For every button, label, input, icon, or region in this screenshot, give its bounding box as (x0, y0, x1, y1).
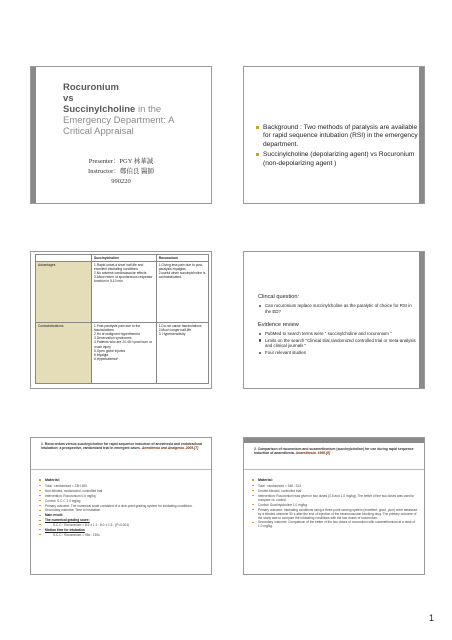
round-bullet-icon (259, 339, 261, 341)
list-item: Succinylcholine (depolarizing agent) vs Rocuronium (non-depolarizing agent ) (256, 151, 418, 168)
dash-bullet-icon (39, 524, 41, 525)
title-in-the: in the (135, 104, 162, 115)
page-number: 1 (429, 613, 435, 623)
list-item: The numerical grading score: (45, 518, 90, 523)
study-citation: 2. Comparison of rocuronium and suxamethonium (succinylcholine) for use during rapid sequence induction of anaesthesia. Anaesthesia. 1998.[8] (254, 447, 414, 456)
study-details-list (39, 484, 207, 538)
column-header: Rocuronium (156, 255, 208, 262)
table-header-row (36, 255, 209, 262)
list-item: Total : randomized = 23H 180 (45, 484, 87, 488)
list-item: Main result: (45, 513, 63, 518)
presentation-title (63, 82, 208, 137)
title-rocuronium: Rocuronium (63, 82, 119, 93)
table-cell: 1.Do not cause fasciculations 2.Much longer half-life 3. Hypersensitivity (156, 323, 208, 384)
comparison-table (35, 254, 209, 384)
divider (31, 469, 211, 470)
row-header: Advantages (36, 262, 92, 323)
slide-study-1 (30, 437, 212, 575)
background-list (256, 124, 418, 170)
list-item: S.C.C : Rocuronium = 95s : 130s (53, 532, 100, 537)
list-item: Intervention: Rocuronium 0.6 mg/kg (45, 493, 96, 498)
clinical-question-list (258, 303, 418, 315)
table-row (36, 262, 209, 323)
list-item: Total : randomized = 346 : 314 (258, 484, 301, 488)
list-item: Limits on the search "Clinical trial,randomized controlled trial or meta-analysis and clinical journals " (258, 338, 418, 349)
slide-title (30, 66, 212, 204)
slide-accent-bar (419, 67, 424, 203)
study-details-list (252, 484, 420, 529)
dash-bullet-icon (39, 505, 41, 506)
title-succinylcholine: Succinylcholine (63, 104, 136, 115)
table-cell: 1.Giving less pain due to post-paralysis myalgias 2.useful when succinylcholine is contraindicated. (156, 262, 208, 323)
round-bullet-icon (259, 305, 261, 307)
dash-bullet-icon (39, 515, 41, 516)
list-item: Intervention: Rocuronium was given in two doses (0.6 and 1.0 mg/kg). The better of the two doses was used to compare vs. control. (258, 493, 415, 502)
dash-bullet-icon (39, 510, 41, 511)
list-item: Can rocuronium replace succinylcholine as the paralytic of choice for RSI in the ED? (258, 303, 418, 314)
dash-bullet-icon (252, 485, 254, 486)
title-line-appraisal: Critical Appraisal (63, 126, 134, 137)
square-bullet-icon (256, 153, 259, 156)
list-item: Median time for intubation (45, 528, 85, 533)
slide-accent-bar (244, 438, 424, 443)
slide-background (243, 66, 425, 204)
divider (244, 469, 424, 470)
dash-bullet-icon (39, 485, 41, 486)
evidence-review-heading: Evidence review (258, 322, 299, 328)
slide-study-2 (243, 437, 425, 575)
dash-bullet-icon (252, 504, 254, 505)
dash-bullet-icon (252, 490, 254, 491)
slide-comparison-table (30, 251, 212, 389)
slide-clinical-question (243, 251, 425, 389)
row-header: Contraindications (36, 323, 92, 384)
round-bullet-icon (259, 333, 261, 335)
square-bullet-icon (256, 126, 259, 129)
list-item: Background : Two methods of paralysis are available for rapid sequence intubation (RSI) in the emergency department. (256, 124, 418, 149)
round-bullet-icon (259, 352, 261, 354)
list-item: Double-blinded, controlled trial (258, 488, 302, 493)
list-item: Control: S.C.C 1.0 mg/kg (45, 498, 81, 503)
dash-bullet-icon (39, 529, 41, 530)
slide-accent-bar (419, 252, 424, 388)
instructor: Instructor：鄭伯良 醫師 (88, 168, 154, 175)
presentation-date: 990220 (111, 178, 131, 185)
study-citation: 1. Rocuronium versus succinylcholine for rapid sequence induction of anesthesia and endotracheal intubation: a prospective, randomized trial in emergent cases. Anesthesia and Analgesia. 2005.[7] (41, 442, 203, 451)
clinical-question-heading: Clincal question: (258, 294, 300, 300)
dash-bullet-icon (252, 522, 254, 523)
list-item: PubMed to search terms were " succinylcholine and rocuronium " (258, 331, 418, 337)
material-label: Material: (258, 478, 273, 482)
list-item: Non-blinded, randomized, controlled trial (45, 488, 103, 493)
list-item: Secondary outcome: Comparison of the better of the two doses of rocuronium with suxamethonium at a dose of 1.0 mg/kg. (258, 520, 416, 529)
dash-bullet-icon (39, 534, 41, 535)
table-cell: 1.Rapid onset,a short half-life and excellent intubating conditions 2.No adverse cardiovascular effects 3.Allow return of spontaneous respirator function in 5-10 min (92, 262, 157, 323)
material-label: Material: (45, 478, 60, 482)
title-line-ed: Emergency Department: A (63, 115, 175, 126)
column-header: Succinylcholine (92, 255, 157, 262)
list-item: Four relevant studies (258, 350, 418, 356)
dash-bullet-icon (39, 500, 41, 501)
table-cell: 1.Post-paralysis pain due to the fasciculations 2.Hx of malignant hyperthermia 3.Denervation syndromes 4.Patients who are 24-48 h post burn or crush injury 5.Open globe injuries 6.Myalgia 6.Hyperkalemia* (92, 323, 157, 384)
list-item: Primary outcome: Intubating conditions using a three-point scoring system (excellent, good, poor) were assessed by a blinded observer 50 s after the end of injection of the neuromuscular blocking drug. The primary outcome of the study was to compare the intubating conditions with the two doses of rocuronium. (258, 507, 418, 520)
list-item: S.C.C : Rocuronium = 8.6 ± 1.1 : 8.0 ± 1.5 . (P<0.001) (53, 523, 130, 528)
dash-bullet-icon (39, 520, 41, 521)
square-bullet-icon (252, 479, 254, 481)
list-item: Secondary outcome: Time to intubation (45, 508, 101, 513)
table-row (36, 323, 209, 384)
square-bullet-icon (39, 479, 41, 481)
list-item: Primary outcome: The numerical scale consisted of a nine-point grading system for intubating conditions. (45, 503, 193, 508)
dash-bullet-icon (39, 495, 41, 496)
evidence-review-list (258, 331, 418, 357)
title-vs: vs (63, 93, 74, 104)
dash-bullet-icon (252, 509, 254, 510)
dash-bullet-icon (252, 495, 254, 496)
dash-bullet-icon (39, 490, 41, 491)
presenter: Presenter：PGY 林華誠 (88, 158, 154, 165)
list-item: Control: Succinylcholine 1.0 mg/kg (258, 502, 307, 507)
